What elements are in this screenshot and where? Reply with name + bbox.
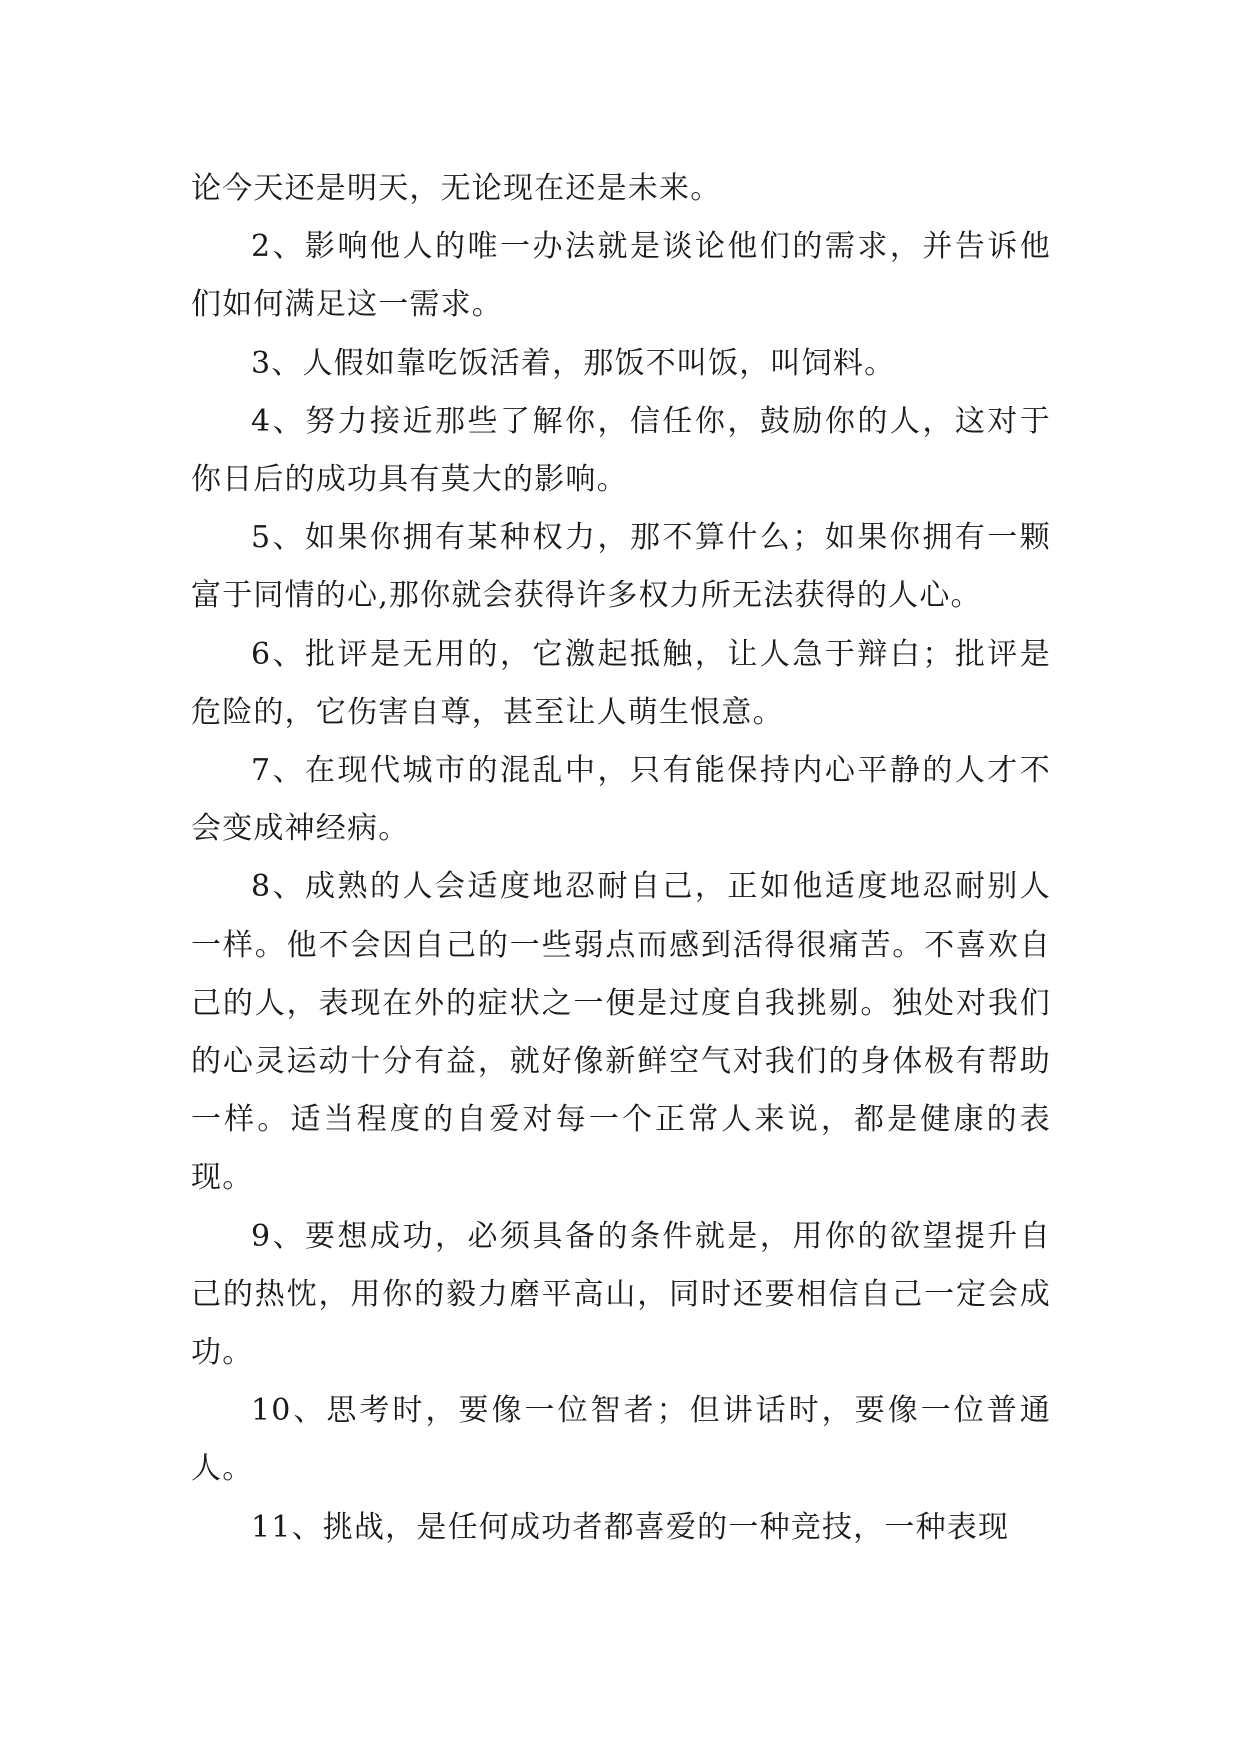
- paragraph-quote-2: 2、影响他人的唯一办法就是谈论他们的需求，并告诉他们如何满足这一需求。: [191, 229, 1051, 323]
- paragraph-quote-3: 3、人假如靠吃饭活着，那饭不叫饭，叫饲料。: [251, 345, 896, 381]
- paragraph-quote-5: 5、如果你拥有某种权力，那不算什么；如果你拥有一颗富于同情的心,那你就会获得许多权力所无法获得的人心。: [191, 520, 1051, 614]
- paragraph-quote-11: 11、挑战，是任何成功者都喜爱的一种竞技，一种表现: [251, 1509, 1010, 1545]
- paragraph-quote-4: 4、努力接近那些了解你，信任你，鼓励你的人，这对于你日后的成功具有莫大的影响。: [191, 403, 1051, 498]
- document-body: [191, 160, 1051, 1557]
- paragraph-quote-7: 7、在现代城市的混乱中，只有能保持内心平静的人才不会变成神经病。: [191, 753, 1051, 847]
- paragraph-quote-9: 9、要想成功，必须具备的条件就是，用你的欲望提升自己的热忱，用你的毅力磨平高山，同时还要相信自己一定会成功。: [191, 1218, 1051, 1371]
- paragraph-quote-6: 6、批评是无用的，它激起抵触，让人急于辩白；批评是危险的，它伤害自尊，甚至让人萌生恨意。: [191, 636, 1051, 730]
- paragraph-quote-8: 8、成熟的人会适度地忍耐自己，正如他适度地忍耐别人一样。他不会因自己的一些弱点而感到活得很痛苦。不喜欢自己的人，表现在外的症状之一便是过度自我挑剔。独处对我们的心灵运动十分有益，就好像新鲜空气对我们的身体极有帮助一样。适当程度的自爱对每一个正常人来说，都是健康的表现。: [191, 869, 1051, 1196]
- paragraph-quote-10: 10、思考时，要像一位智者；但讲话时，要像一位普通人。: [191, 1393, 1051, 1487]
- paragraph-continuation: 论今天还是明天，无论现在还是未来。: [191, 171, 722, 206]
